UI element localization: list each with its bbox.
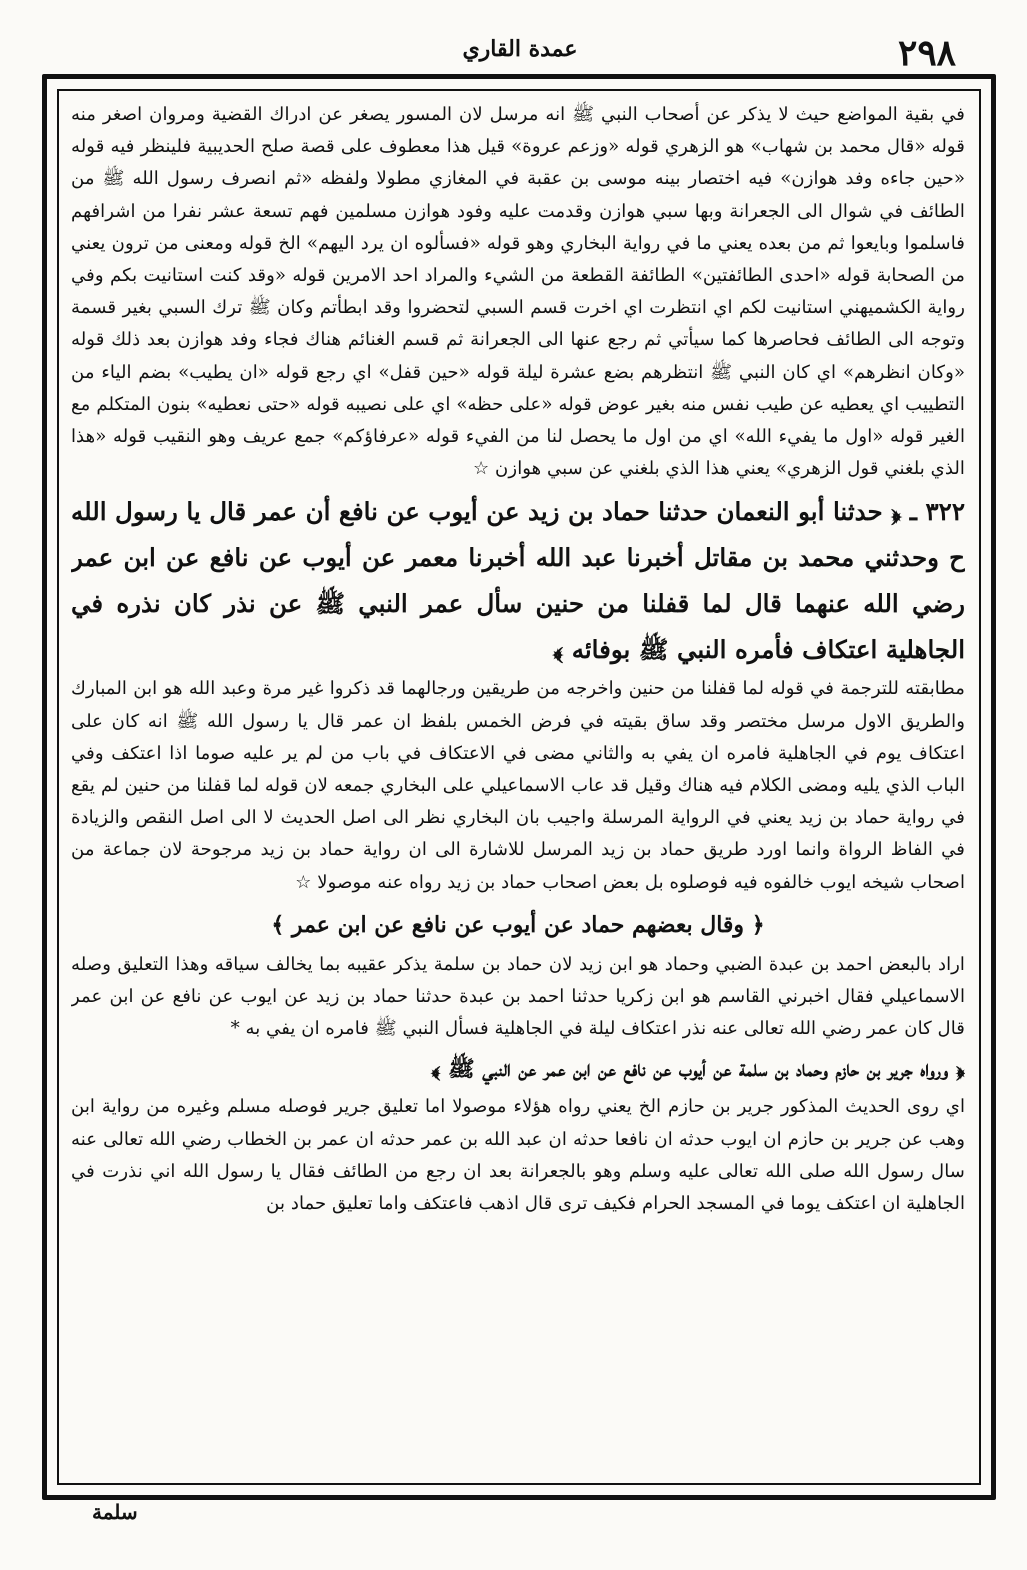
narration-heading: ﴿ وقال بعضهم حماد عن أيوب عن نافع عن ابن عمر ﴾ [271, 911, 765, 938]
page-header [40, 32, 1000, 76]
hadith-text: ٣٢٢ ـ ﴿ حدثنا أبو النعمان حدثنا حماد بن زيد عن أيوب عن نافع أن عمر قال يا رسول الله ح وحدثني محمد بن مقاتل أخبرنا عبد الله أخبرنا معمر عن أيوب عن نافع عن ابن عمر رضي الله عنهما قال لما قفلنا من حنين سأل عمر النبي ﷺ عن نذر كان نذره في الجاهلية اعتكاف فأمره النبي ﷺ بوفائه ﴾ [71, 497, 965, 665]
catchword: سلمة [92, 1500, 138, 1524]
running-title: عمدة القاري [462, 36, 578, 62]
commentary-paragraph: اراد بالبعض احمد بن عبدة الضبي وحماد هو ابن زيد لان حماد بن سلمة يذكر عقيبه بما يخالف سياقه وهذا التعليق وصله الاسماعيلي فقال اخبرني القاسم هو ابن زكريا حدثنا احمد بن عبدة حدثنا حماد بن زيد عن ايوب عن نافع عن ابن عمر قال كان عمر رضي الله تعالى عنه نذر اعتكاف ليلة في الجاهلية فسأل النبي ﷺ فامره ان يفي به * [71, 953, 965, 1040]
commentary-paragraph: مطابقته للترجمة في قوله لما قفلنا من حنين واخرجه من طريقين ورجالهما قد ذكروا غير مرة وعبد الله هو ابن المبارك والطريق الاول مرسل مختصر وقد ساق بقيته في فرض الخمس بلفظ ان عمر قال يا رسول الله ﷺ انه كان على اعتكاف يوم في الجاهلية فامره ان يفي به والثاني مضى في الاعتكاف في باب من لم ير عليه صوما اذا اعتكف وفي الباب الذي يليه ومضى الكلام فيه هناك وقيل قد عاب الاسماعيلي على البخاري جمعه لان قوله لما قفلنا من حنين لم يقع في رواية حماد بن زيد يعني في الرواية المرسلة واجيب بان البخاري نظر الى اصل الحديث لا الى اصل النقص والزيادة في الفاظ الرواة وانما اورد طريق حماد بن زيد المرسل للاشارة الى ان رواية حماد بن زيد مرجوحة لان جماعة من اصحاب شيخه ايوب خالفوه فيه فوصلوه بل بعض اصحاب حماد بن زيد رواه عنه موصولا ☆ [71, 678, 965, 893]
inner-border [57, 89, 981, 1485]
commentary-paragraph: في بقية المواضع حيث لا يذكر عن أصحاب النبي ﷺ انه مرسل لان المسور يصغر عن ادراك القضية ومروان اصغر منه قوله «قال محمد بن شهاب» هو الزهري قوله «وزعم عروة» قيل هذا معطوف على قصة صلح الحديبية فلينظر فيه قوله «حين جاءه وفد هوازن» فيه اختصار بينه موسى بن عقبة في المغازي مطولا ولفظه «ثم انصرف رسول الله ﷺ من الطائف في شوال الى الجعرانة وبها سبي هوازن وقدمت عليه وفود هوازن مسلمين فهم تسعة عشر نفرا من اشرافهم فاسلموا وبايعوا ثم من بعده يعني ما في رواية البخاري وهو قوله «فسألوه ان يرد اليهم» الخ قوله ومعنى من ترون يعني من الصحابة قوله «احدى الطائفتين» الطائفة القطعة من الشيء والمراد احد الامرين قوله «وقد كنت استانيت بكم وفي رواية الكشميهني استانيت لكم اي انتظرت اي اخرت قسم السبي لتحضروا وقد ابطأتم وكان ﷺ ترك السبي بغير قسمة وتوجه الى الطائف فحاصرها كما سيأتي ثم رجع عنها الى الجعرانة ثم قسم الغنائم هناك فجاء وفد هوازن بعد ذلك قوله «وكان انظرهم» اي كان النبي ﷺ انتظرهم بضع عشرة ليلة قوله «حين قفل» اي رجع قوله «ان يطيب» بضم الياء من التطييب اي يعطيه عن طيب نفس منه بغير عوض قوله «على حظه» اي على نصيبه قوله «حتى نعطيه» بنون المتكلم مع الغير قوله «اول ما يفيء الله» اي من اول ما يحصل لنا من الفيء قوله «عرفاؤكم» جمع عريف وهو النقيب قوله «هذا الذي بلغني قول الزهري» يعني هذا الذي بلغني عن سبي هوازن ☆ [71, 104, 965, 480]
narration-heading: ﴿ ورواه جرير بن حازم وحماد بن سلمة عن أيوب عن نافع عن ابن عمر عن النبي ﷺ ﴾ [431, 1056, 965, 1083]
page-border [42, 74, 996, 1500]
page-number: ٢٩٨ [897, 32, 956, 74]
commentary-paragraph: اي روى الحديث المذكور جرير بن حازم الخ يعني رواه هؤلاء موصولا اما تعليق جرير فوصله مسلم وغيره من رواية ابن وهب عن جرير بن حازم ان ايوب حدثه ان نافعا حدثه ان عبد الله بن عمر حدثه ان عمر بن الخطاب رضي الله تعالى عنه سال رسول الله صلى الله تعالى عليه وسلم وهو بالجعرانة بعد ان رجع من الطائف فقال يا رسول الله اني نذرت في الجاهلية ان اعتكف يوما في المسجد الحرام فكيف ترى قال اذهب فاعتكف واما تعليق حماد بن [71, 1096, 965, 1215]
page-body [71, 99, 965, 1477]
